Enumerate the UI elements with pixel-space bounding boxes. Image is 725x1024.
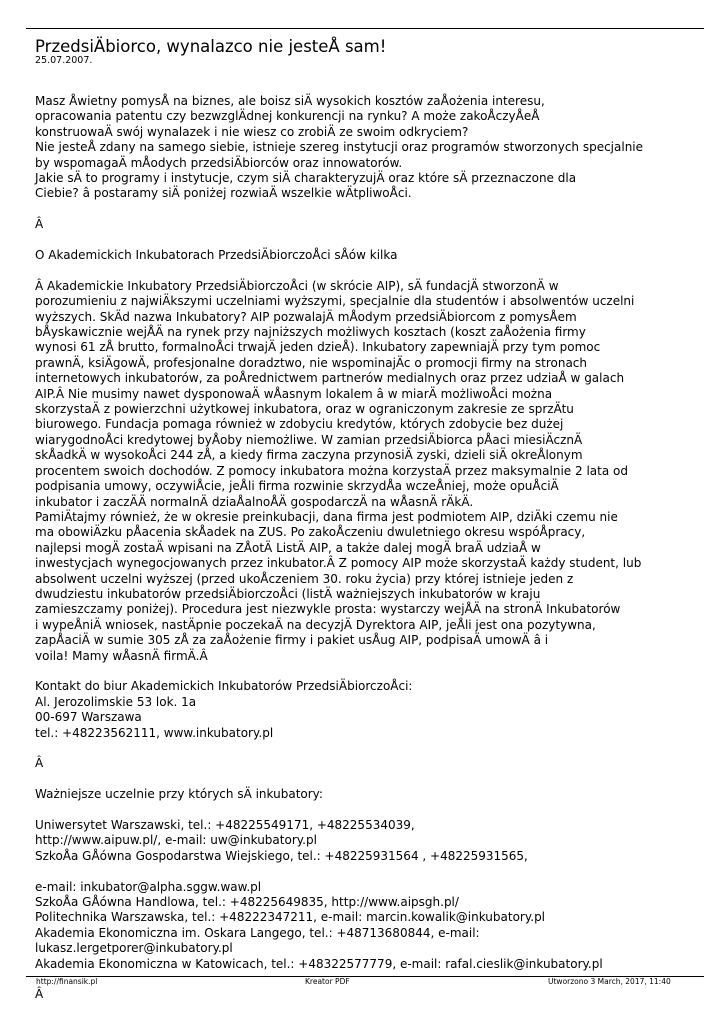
spacer-paragraph: Â xyxy=(35,987,44,1002)
article-date: 25.07.2007. xyxy=(35,55,93,66)
spacer-paragraph: Â xyxy=(35,756,44,771)
section-heading: O Akademickich Inkubatorach PrzedsiÄbiorczoÅci sÅów kilka xyxy=(35,248,398,263)
universities-list-2: e-mail: inkubator@alpha.sggw.waw.pl SzkoÅa GÅówna Handlowa, tel.: +48225649835, http://www.aipsgh.pl/ Politechnika Warszawska, tel.: +48222347211, e-mail: marcin.kowalik@inkubatory.pl Akademia Ekonomiczna im. Oskara Langego, tel.: +48713680844, e-mail: lukasz.lergetporer@inkubatory.pl Akademia Ekonomiczna w Katowicach, tel.: +48322577779, e-mail: rafal.cieslik@inkubatory.pl xyxy=(35,879,603,971)
footer-source-url: http://finansik.pl xyxy=(36,977,98,986)
incubator-paragraph: Â Akademickie Inkubatory PrzedsiÄbiorczoÅci (w skrócie AIP), sÄ fundacjÄ stworzonÄ w porozumieniu z najwiÄkszymi uczelniami wyższymi, specjalnie dla studentów i absolwentów uczelni wyższych. SkÄd nazwa Inkubatory? AIP pozwalajÄ mÅodym przedsiÄbiorcom z pomysÅem bÅyskawicznie wejÅÄ na rynek przy najniższych możliwych kosztach (koszt zaÅożenia firmy wynosi 61 zÅ brutto, formalnoÅci trwajÄ jeden dzieÅ). Inkubatory zapewniajÄ przy tym pomoc prawnÄ, ksiÄgowÄ, profesjonalne doradztwo, nie wspominajÄc o promocji firmy na stronach internetowych inkubatorów, za poÅrednictwem partnerów medialnych oraz przez udziaÅ w galach AIP.Â Nie musimy nawet dysponowaÄ wÅasnym lokalem â w miarÄ możliwoÅci można skorzystaÄ z powierzchni użytkowej inkubatora, oraz w ograniczonym zakresie ze sprzÄtu biurowego. Fundacja pomaga również w zdobyciu kredytów, których zdobycie bez dużej wiarygodnoÅci kredytowej byÅoby niemożliwe. W zamian przedsiÄbiorca pÅaci miesiÄcznÄ skÅadkÄ w wysokoÅci 244 zÅ, a kiedy firma zaczyna przynosiÄ zyski, dzieli siÄ okreÅlonym procentem swoich dochodów. Z pomocy inkubatora można korzystaÄ przez maksymalnie 2 lata od podpisania umowy, oczywiÅcie, jeÅli firma rozwinie skrzydÅa wczeÅniej, może opuÅciÄ inkubator i zaczÄÄ normalnÄ dziaÅalnoÅÄ gospodarczÄ na wÅasnÄ rÄkÄ. PamiÄtajmy również, że w okresie preinkubacji, dana firma jest podmiotem AIP, dziÄki czemu nie ma obowiÄzku pÅacenia skÅadek na ZUS. Po zakoÅczeniu dwuletniego okresu wspóÅpracy, najlepsi mogÄ zostaÄ wpisani na ZÅotÄ ListÄ AIP, a także dalej mogÄ braÄ udziaÅ w inwestycjach wynegocjowanych przez inkubator.Â Z pomocy AIP może skorzystaÄ każdy student, lub absolwent uczelni wyższej (przed ukoÅczeniem 30. roku życia) przy której istnieje jeden z dwudziestu inkubatorów przedsiÄbiorczoÅci (listÄ ważniejszych inkubatorów w kraju zamieszczamy poniżej). Procedura jest niezwykle prosta: wystarczy wejÅÄ na stronÄ Inkubatorów i wypeÅniÄ wniosek, nastÄpnie poczekaÄ na decyzjÄ Dyrektora AIP, jeÅli jest ona pozytywna, zapÅaciÄ w sumie 305 zÅ za zaÅożenie firmy i pakiet usÅug AIP, podpisaÄ umowÄ â i voila! Mamy wÅasnÄ firmÄ.Â xyxy=(35,278,642,663)
footer-generator: Kreator PDF xyxy=(305,977,350,986)
contact-paragraph: Kontakt do biur Akademickich Inkubatorów PrzedsiÄbiorczoÅci: Al. Jerozolimskie 53 lok. 1a 00-697 Warszawa tel.: +48223562111, www.inkubatory.pl xyxy=(35,679,413,740)
spacer-paragraph: Â xyxy=(35,217,44,232)
universities-heading: Ważniejsze uczelnie przy których sÄ inkubatory: xyxy=(35,787,323,802)
article-body xyxy=(35,94,707,1003)
intro-paragraph: Masz Åwietny pomysÅ na biznes, ale boisz siÄ wysokich kosztów zaÅożenia interesu, opracowania patentu czy bezwzglÄdnej konkurencji na rynku? A może zakoÅczyÅeÅ konstruowaÄ swój wynalazek i nie wiesz co zrobiÄ ze swoim odkryciem? Nie jesteÅ zdany na samego siebie, istnieje szereg instytucji oraz programów stworzonych specjalnie by wspomagaÄ mÅodych przedsiÄbiorców oraz innowatorów. Jakie sÄ to programy i instytucje, czym siÄ charakteryzujÄ oraz które sÄ przeznaczone dla Ciebie? â postaramy siÄ poniżej rozwiaÄ wszelkie wÄtpliwoÅci. xyxy=(35,94,644,201)
page-title: PrzedsiÄbiorco, wynalazco nie jesteÅ sam! xyxy=(35,37,387,56)
header-rule xyxy=(26,28,704,29)
universities-list-1: Uniwersytet Warszawski, tel.: +48225549171, +48225534039, http://www.aipuw.pl/, e-mail: uw@inkubatory.pl SzkoÅa GÅówna Gospodarstwa Wiejskiego, tel.: +48225931564 , +48225931565, xyxy=(35,817,528,863)
footer-created-date: Utworzono 3 March, 2017, 11:40 xyxy=(548,977,671,986)
